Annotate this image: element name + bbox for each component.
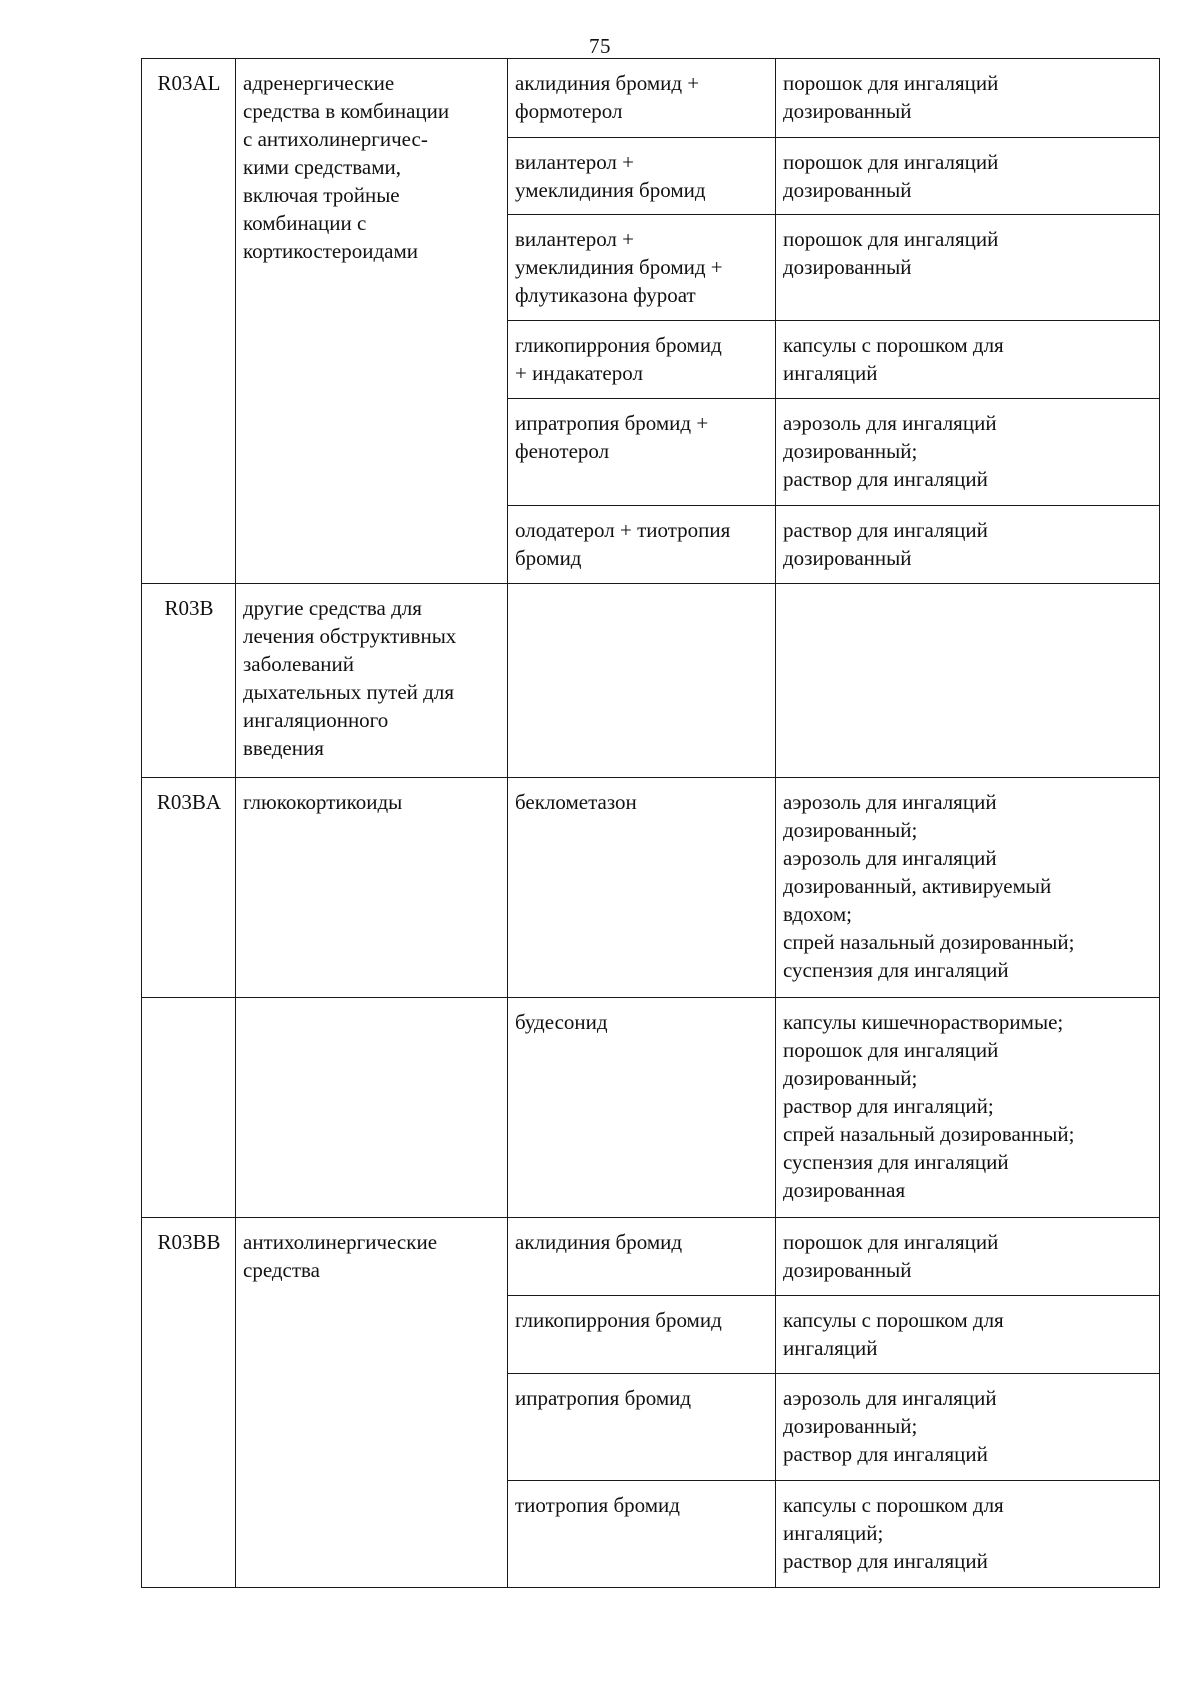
drug-cell: вилантерол + умеклидиния бромид: [508, 138, 776, 215]
group-cell: глюкокортикоиды: [236, 778, 508, 998]
page-number: 75: [589, 34, 611, 58]
dosage-form-cell: порошок для ингаляций дозированный: [776, 215, 1160, 321]
dosage-form-cell: аэрозоль для ингаляций дозированный; раствор для ингаляций: [776, 1374, 1160, 1481]
drug-cell: вилантерол + умеклидиния бромид + флутиказона фуроат: [508, 215, 776, 321]
drug-cell: беклометазон: [508, 778, 776, 998]
group-cell: антихолинергические средства: [236, 1218, 508, 1588]
dosage-form-cell: раствор для ингаляций дозированный: [776, 506, 1160, 584]
atc-code-cell: [142, 998, 236, 1218]
dosage-form-cell: порошок для ингаляций дозированный: [776, 138, 1160, 215]
dosage-form-cell: капсулы с порошком для ингаляций; раствор для ингаляций: [776, 1481, 1160, 1588]
atc-code-cell: R03BB: [142, 1218, 236, 1588]
table-row: [142, 778, 1160, 998]
drug-cell: будесонид: [508, 998, 776, 1218]
group-cell: адренергические средства в комбинации с антихолинергичес- кими средствами, включая тройные комбинации с кортикостероидами: [236, 59, 508, 584]
drug-cell: аклидиния бромид: [508, 1218, 776, 1296]
dosage-form-cell: аэрозоль для ингаляций дозированный; аэрозоль для ингаляций дозированный, активируемый вдохом; спрей назальный дозированный; суспензия для ингаляций: [776, 778, 1160, 998]
group-cell: [236, 998, 508, 1218]
drug-cell: [508, 584, 776, 778]
table-row: [142, 59, 1160, 138]
dosage-form-cell: порошок для ингаляций дозированный: [776, 1218, 1160, 1296]
dosage-form-cell: аэрозоль для ингаляций дозированный; раствор для ингаляций: [776, 399, 1160, 506]
drug-cell: аклидиния бромид + формотерол: [508, 59, 776, 138]
dosage-form-cell: порошок для ингаляций дозированный: [776, 59, 1160, 138]
drug-cell: олодатерол + тиотропия бромид: [508, 506, 776, 584]
drug-cell: ипратропия бромид: [508, 1374, 776, 1481]
table-row: [142, 584, 1160, 778]
table-row: [142, 1218, 1160, 1296]
drug-cell: гликопиррония бромид + индакатерол: [508, 321, 776, 399]
drug-cell: тиотропия бромид: [508, 1481, 776, 1588]
group-cell: другие средства для лечения обструктивных заболеваний дыхательных путей для ингаляционного введения: [236, 584, 508, 778]
dosage-form-cell: капсулы с порошком для ингаляций: [776, 1296, 1160, 1374]
atc-code-cell: R03BA: [142, 778, 236, 998]
drug-table: [141, 58, 1160, 1588]
atc-code-cell: R03AL: [142, 59, 236, 584]
drug-cell: гликопиррония бромид: [508, 1296, 776, 1374]
dosage-form-cell: [776, 584, 1160, 778]
drug-cell: ипратропия бромид + фенотерол: [508, 399, 776, 506]
dosage-form-cell: капсулы с порошком для ингаляций: [776, 321, 1160, 399]
dosage-form-cell: капсулы кишечнорастворимые; порошок для ингаляций дозированный; раствор для ингаляций; спрей назальный дозированный; суспензия для ингаляций дозированная: [776, 998, 1160, 1218]
atc-code-cell: R03B: [142, 584, 236, 778]
table-row: [142, 998, 1160, 1218]
